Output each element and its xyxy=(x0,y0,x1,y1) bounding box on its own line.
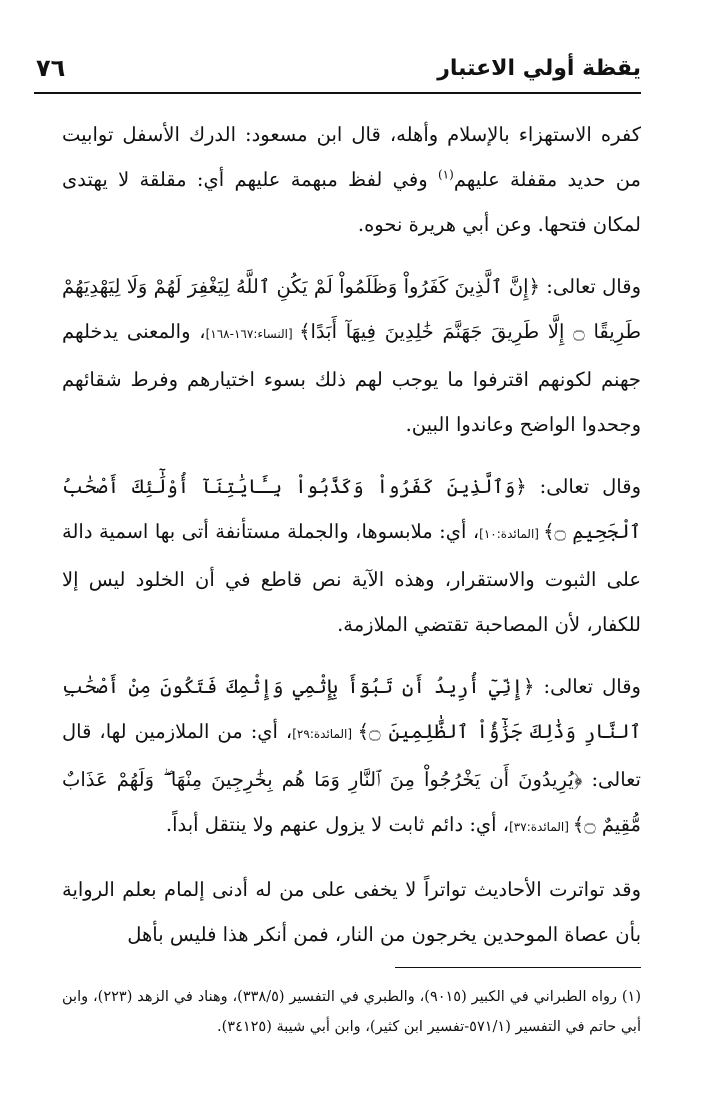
running-header xyxy=(34,52,641,94)
paragraph-3 xyxy=(62,464,641,647)
quran-verse-maidah-29: ﴿إِنِّيٓ أُرِيدُ أَن تَبُوٓأَ بِإِثْمِي وَإِثْمِكَ فَتَكُونَ مِنْ أَصْحَٰبِ ٱلنَّارِ وَذَٰلِكَ جَزَٰٓؤُاْ ٱلظَّٰلِمِينَ ۝﴾ xyxy=(62,675,641,743)
paragraph-2-text: ، والمعنى يدخلهم جهنم لكونهم اقترفوا ما يوجب لهم ذلك بسوء اختيارهم وفرط شقائهم وجحدوا الواضح وعاندوا البين. xyxy=(62,320,641,436)
footnote-1 xyxy=(62,982,641,1042)
footnote-separator xyxy=(395,967,641,968)
paragraph-3-intro: وقال تعالى: xyxy=(526,475,641,498)
paragraph-1-text-a: كفره الاستهزاء بالإسلام وأهله، قال ابن مسعود: الدرك الأسفل توابيت من حديد مقفلة عليهم xyxy=(62,123,641,191)
paragraph-3-text: ، أي: ملابسوها، والجملة مستأنفة أتى بها اسمية دالة على الثبوت والاستقرار، وهذه الآية نص قاطع في أن الخلود ليس إلا للكفار، لأن المصاحبة تقتضي الملازمة. xyxy=(62,520,641,636)
paragraph-1-text-b: وفي لفظ مبهمة عليهم أي: مقلقة لا يهتدى لمكان فتحها. وعن أبي هريرة نحوه. xyxy=(62,168,641,236)
paragraph-5-text: وقد تواترت الأحاديث تواتراً لا يخفى على من له أدنى إلمام بعلم الرواية بأن عصاة الموحدين يخرجون من النار، فمن أنكر هذا فليس بأهل xyxy=(62,878,641,946)
footnote-reference-1: (١) xyxy=(437,167,454,182)
footnotes xyxy=(62,982,641,1042)
paragraph-4 xyxy=(62,664,641,850)
footnote-1-marker: (١) xyxy=(621,989,641,1005)
verse-reference-maidah-29: [المائدة:٢٩] xyxy=(292,727,358,741)
verse-reference-maidah-37: [المائدة:٣٧] xyxy=(509,820,573,834)
quran-verse-maidah-37: ﴿يُرِيدُونَ أَن يَخْرُجُواْ مِنَ ٱلنَّارِ وَمَا هُم بِخَٰرِجِينَ مِنْهَا ۖ وَلَهُمْ عَذَابٌ مُّقِيمٌ ۝﴾ xyxy=(62,768,641,836)
paragraph-4-intro: وقال تعالى: xyxy=(534,675,641,698)
running-title: يقظة أولي الاعتبار xyxy=(437,56,641,81)
verse-reference-maidah-10: [المائدة:١٠] xyxy=(479,527,544,541)
paragraph-1 xyxy=(62,112,641,247)
paragraph-5 xyxy=(62,867,641,957)
quran-verse-nisa: ﴿إِنَّ ٱلَّذِينَ كَفَرُواْ وَظَلَمُواْ لَمْ يَكُنِ ٱللَّهُ لِيَغْفِرَ لَهُمْ وَلَا لِيَهْدِيَهُمْ طَرِيقًا ۝ إِلَّا طَرِيقَ جَهَنَّمَ خَٰلِدِينَ فِيهَآ أَبَدًا﴾ xyxy=(62,275,641,343)
paragraph-4-text: ، أي: دائم ثابت لا يزول عنهم ولا ينتقل أبداً. xyxy=(165,813,510,836)
page-number: ٧٦ xyxy=(36,54,66,82)
verse-reference-nisa: [النساء:١٦٧-١٦٨] xyxy=(205,327,300,341)
paragraph-2-intro: وقال تعالى: xyxy=(539,275,641,298)
footnote-1-text: رواه الطبراني في الكبير (٩٠١٥)، والطبري في التفسير (٣٣٨/٥)، وهناد في الزهد (٢٢٣)، وابن أبي حاتم في التفسير (٥٧١/١-تفسير ابن كثير)، وابن أبي شيبة (٣٤١٢٥). xyxy=(62,989,641,1035)
paragraph-4-mid: ، أي: من الملازمين لها، قال تعالى: xyxy=(62,720,641,791)
main-text xyxy=(62,112,641,974)
paragraph-2 xyxy=(62,264,641,447)
quran-verse-maidah-10: ﴿وَٱلَّذِينَ كَفَرُواْ وَكَذَّبُواْ بِـَٔايَٰتِنَآ أُوْلَٰٓئِكَ أَصْحَٰبُ ٱلْجَحِيمِ ۝﴾ xyxy=(62,475,641,543)
